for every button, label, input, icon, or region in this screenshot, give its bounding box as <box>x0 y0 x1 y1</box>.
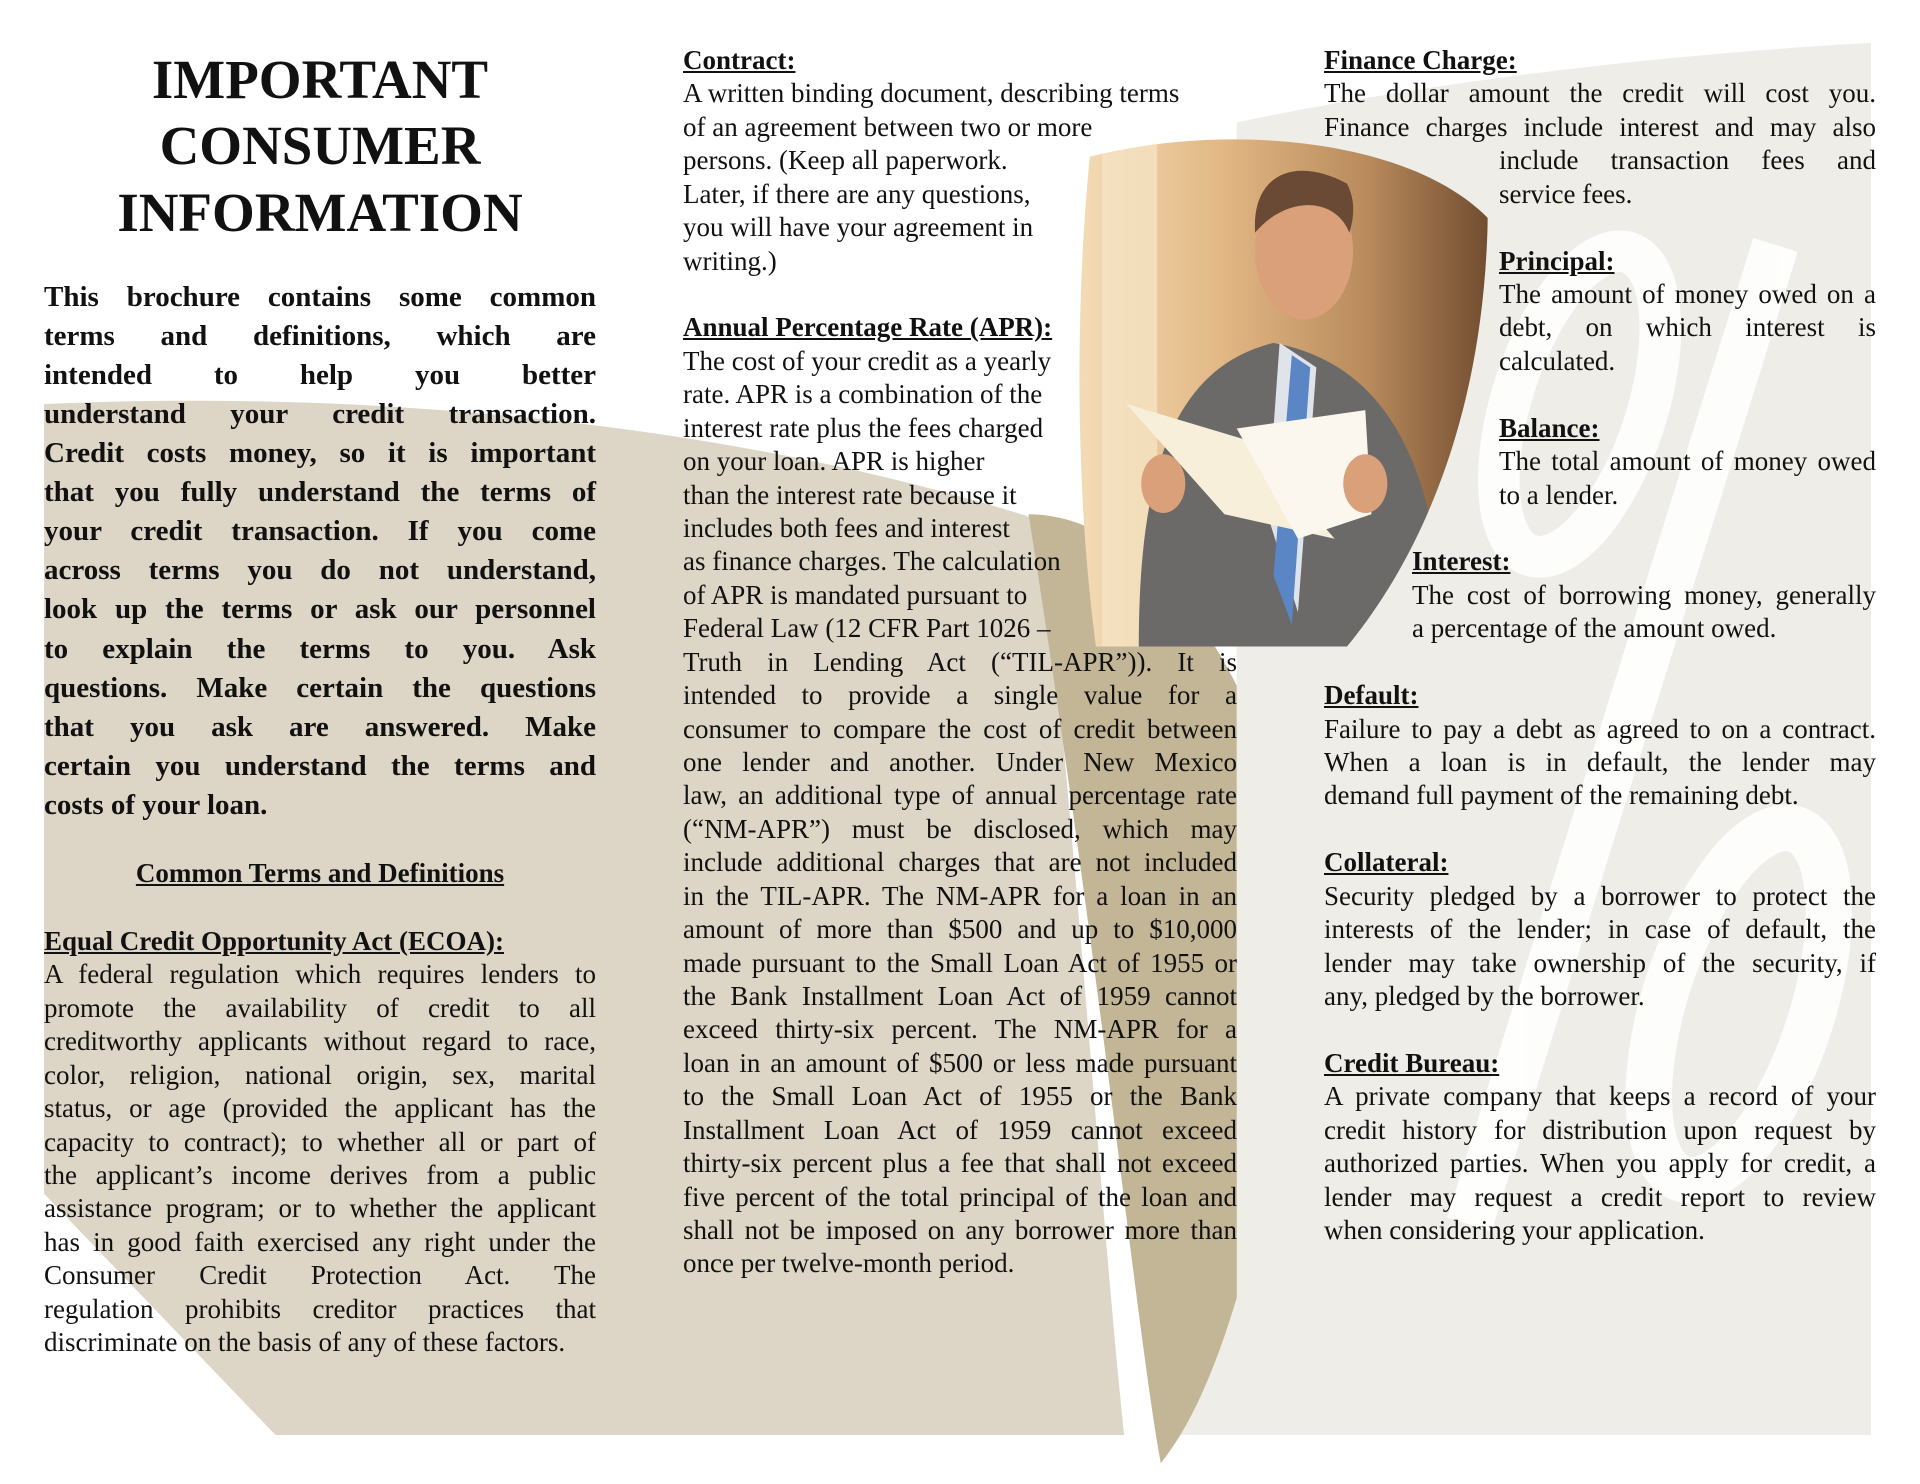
term-definition-line: interest rate plus the fees charged <box>683 412 1044 443</box>
term-definition-line: in the TIL-APR. The NM-APR for a loan in an <box>683 880 1237 911</box>
term-definition-line: debt, on which interest is <box>1499 312 1876 343</box>
term-definition-line: five percent of the total principal of the loan and <box>683 1181 1237 1212</box>
term-definition-line: intended to provide a single value for a <box>683 680 1237 711</box>
common-terms-heading: Common Terms and Definitions <box>135 858 505 888</box>
term-definition-line: A private company that keeps a record of your <box>1324 1081 1876 1112</box>
intro-line: This brochure contains some common <box>44 281 596 313</box>
term-heading-principal: Principal: <box>1499 245 1615 276</box>
term-definition-line: lender may request a credit report to review <box>1324 1181 1876 1212</box>
term-definition-line: any, pledged by the borrower. <box>1324 981 1645 1012</box>
term-definition-line: loan in an amount of $500 or less made pursuant <box>683 1047 1237 1078</box>
term-definition-line: the Bank Installment Loan Act of 1959 cannot <box>683 981 1237 1012</box>
term-definition-line: when considering your application. <box>1324 1215 1705 1246</box>
term-definition-line: rate. APR is a combination of the <box>683 379 1043 410</box>
intro-line: understand your credit transaction. <box>44 398 596 431</box>
intro-line: questions. Make certain the questions <box>44 671 596 704</box>
term-definition-line: Consumer Credit Protection Act. The <box>44 1260 596 1291</box>
term-heading-contract: Contract: <box>683 45 796 75</box>
page-title-line: IMPORTANT <box>151 49 489 110</box>
term-definition-line: assistance program; or to whether the applicant <box>44 1193 596 1224</box>
term-definition-line: shall not be imposed on any borrower more than <box>683 1215 1237 1246</box>
term-definition-line: amount of more than $500 and up to $10,000 <box>683 914 1237 945</box>
term-definition-line: calculated. <box>1499 345 1616 376</box>
intro-line: to explain the terms to you. Ask <box>44 632 596 665</box>
term-definition-line: writing.) <box>683 245 777 276</box>
term-definition-line: service fees. <box>1499 178 1633 209</box>
term-heading-apr: Annual Percentage Rate (APR): <box>683 312 1053 343</box>
term-definition-line: status, or age (provided the applicant has the <box>44 1093 596 1124</box>
term-definition-line: creditworthy applicants without regard to race, <box>44 1026 596 1057</box>
term-definition-line: exceed thirty-six percent. The NM-APR for a <box>683 1014 1237 1045</box>
term-definition-line: Installment Loan Act of 1959 cannot exceed <box>683 1114 1237 1145</box>
term-definition-line: The cost of your credit as a yearly <box>683 345 1052 376</box>
term-definition-line: include transaction fees and <box>1499 145 1876 176</box>
term-definition-line: regulation prohibits creditor practices that <box>44 1293 596 1324</box>
term-definition-line: A federal regulation which requires lenders to <box>44 959 596 990</box>
term-definition-line: Later, if there are any questions, <box>683 178 1031 209</box>
term-heading-collateral: Collateral: <box>1324 847 1449 878</box>
page-title-line: CONSUMER <box>159 115 481 176</box>
term-definition-line: Security pledged by a borrower to protect the <box>1324 880 1876 911</box>
term-definition-line: to a lender. <box>1499 479 1619 510</box>
term-heading-balance: Balance: <box>1499 412 1600 443</box>
term-definition-line: to the Small Loan Act of 1955 or the Bank <box>683 1081 1237 1112</box>
term-definition-line: credit history for distribution upon request by <box>1324 1114 1876 1145</box>
term-definition-line: (“NM-APR”) must be disclosed, which may <box>683 813 1237 844</box>
term-definition-line: as finance charges. The calculation <box>683 546 1061 577</box>
term-definition-line: includes both fees and interest <box>683 513 1010 544</box>
term-definition-line: Failure to pay a debt as agreed to on a contract. <box>1324 713 1876 744</box>
intro-line: certain you understand the terms and <box>44 749 596 782</box>
term-definition-line: Federal Law (12 CFR Part 1026 – <box>683 613 1051 644</box>
term-definition-line: The total amount of money owed <box>1499 446 1876 477</box>
term-definition-line: promote the availability of credit to all <box>44 992 596 1023</box>
term-definition-line: discriminate on the basis of any of these factors. <box>44 1327 566 1358</box>
intro-line: look up the terms or ask our personnel <box>44 593 596 626</box>
term-definition-line: of an agreement between two or more <box>683 111 1093 142</box>
term-definition-line: lender may take ownership of the security, if <box>1324 947 1876 978</box>
term-definition-line: consumer to compare the cost of credit between <box>683 713 1237 744</box>
term-definition-line: made pursuant to the Small Loan Act of 1955 or <box>683 947 1237 978</box>
term-definition-line: demand full payment of the remaining debt. <box>1324 780 1799 811</box>
intro-line: intended to help you better <box>44 359 596 392</box>
term-heading-interest: Interest: <box>1412 546 1511 577</box>
intro-line: your credit transaction. If you come <box>44 515 596 548</box>
term-definition-line: interests of the lender; in case of default, the <box>1324 914 1876 945</box>
term-heading-finance_charge: Finance Charge: <box>1324 45 1517 75</box>
intro-line: terms and definitions, which are <box>44 320 596 353</box>
term-definition-line: Truth in Lending Act (“TIL-APR”)). It is <box>683 646 1237 677</box>
term-definition-line: the applicant’s income derives from a public <box>44 1160 596 1190</box>
term-definition-line: than the interest rate because it <box>683 479 1017 510</box>
term-definition-line: thirty-six percent plus a fee that shall not exceed <box>683 1148 1237 1179</box>
term-definition-line: Finance charges include interest and may also <box>1324 111 1876 142</box>
term-definition-line: The amount of money owed on a <box>1499 279 1876 309</box>
term-heading-credit_bureau: Credit Bureau: <box>1324 1047 1500 1078</box>
term-definition-line: has in good faith exercised any right under the <box>44 1226 596 1257</box>
term-definition-line: The dollar amount the credit will cost you. <box>1324 78 1876 109</box>
page-title-line: INFORMATION <box>117 182 523 243</box>
intro-line: Credit costs money, so it is important <box>44 437 596 470</box>
term-definition-line: The cost of borrowing money, generally <box>1412 579 1876 610</box>
term-definition-line: A written binding document, describing terms <box>683 78 1180 109</box>
term-definition-line: of APR is mandated pursuant to <box>683 579 1028 610</box>
term-definition-line: law, an additional type of annual percentage rate <box>683 780 1237 811</box>
term-definition-line: authorized parties. When you apply for credit, a <box>1324 1148 1876 1179</box>
term-definition-line: include additional charges that are not included <box>683 847 1237 878</box>
term-definition-line: capacity to contract); to whether all or part of <box>44 1126 596 1157</box>
intro-line: across terms you do not understand, <box>44 554 596 587</box>
term-definition-line: a percentage of the amount owed. <box>1412 613 1777 644</box>
term-definition-line: one lender and another. Under New Mexico <box>683 747 1237 778</box>
intro-line: that you fully understand the terms of <box>44 476 596 509</box>
term-definition-line: you will have your agreement in <box>683 212 1034 243</box>
term-heading-default: Default: <box>1324 680 1419 711</box>
intro-line: that you ask are answered. Make <box>44 710 596 743</box>
term-heading-ecoa: Equal Credit Opportunity Act (ECOA): <box>44 926 505 956</box>
term-definition-line: color, religion, national origin, sex, marital <box>44 1059 596 1090</box>
term-definition-line: on your loan. APR is higher <box>683 446 985 477</box>
term-definition-line: When a loan is in default, the lender may <box>1324 747 1876 778</box>
intro-line: costs of your loan. <box>44 788 268 821</box>
term-definition-line: persons. (Keep all paperwork. <box>683 145 1008 176</box>
term-definition-line: once per twelve-month period. <box>683 1248 1015 1279</box>
